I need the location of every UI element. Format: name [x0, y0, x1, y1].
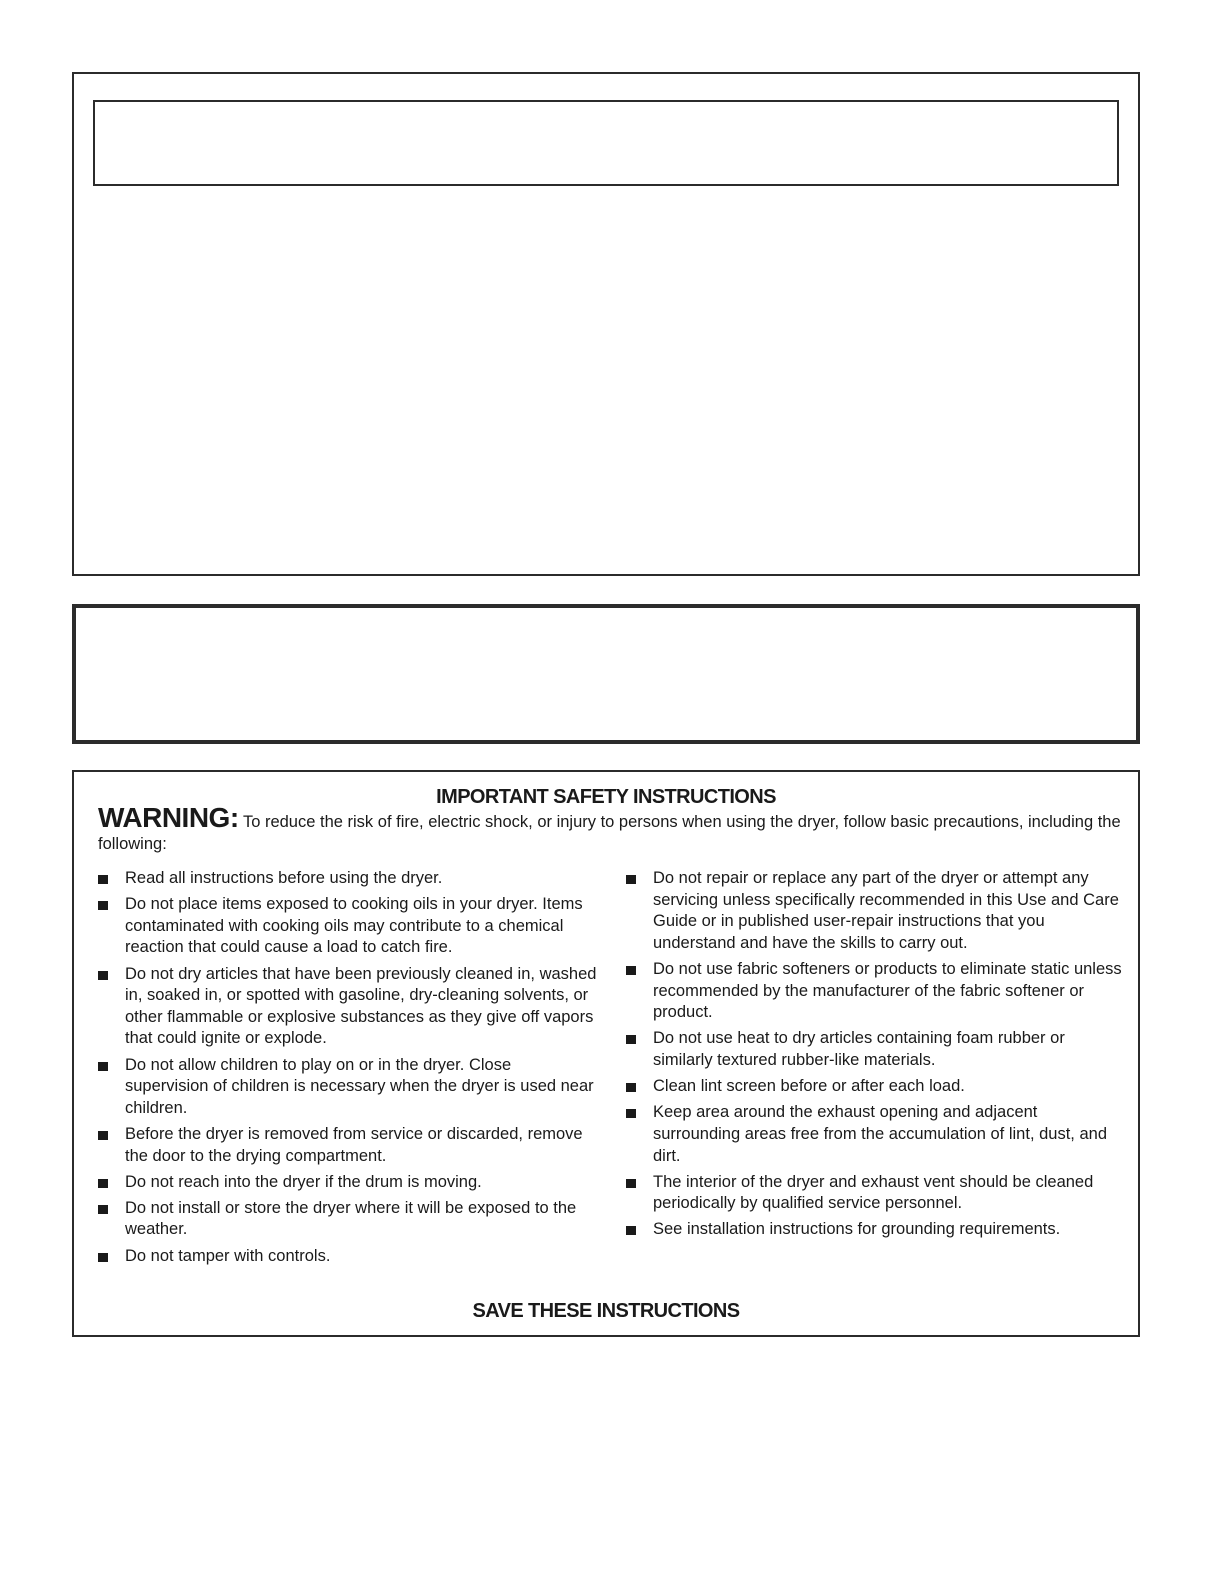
instruction-item: Do not repair or replace any part of the dryer or attempt any servicing unless specifically recommended in this Use and Care Guide or in published user-repair instructions that you understand and have the skills to carry out.: [626, 868, 1126, 954]
instruction-item: Keep area around the exhaust opening and adjacent surrounding areas free from the accumulation of lint, dust, and dirt.: [626, 1102, 1126, 1167]
warning-paragraph: [98, 802, 1128, 855]
safety-heading: IMPORTANT SAFETY INSTRUCTIONS: [436, 786, 776, 808]
instructions-right-column: [626, 868, 1126, 1246]
instruction-item: Clean lint screen before or after each load.: [626, 1076, 1126, 1098]
save-instructions-heading: SAVE THESE INSTRUCTIONS: [472, 1300, 740, 1322]
instructions-left-column: [98, 868, 598, 1272]
instruction-item: Do not install or store the dryer where it will be exposed to the weather.: [98, 1198, 598, 1241]
instruction-item: Do not allow children to play on or in the dryer. Close supervision of children is necessary when the dryer is used near children.: [98, 1055, 598, 1120]
instruction-item: Before the dryer is removed from service or discarded, remove the door to the drying compartment.: [98, 1124, 598, 1167]
middle-safety-panel: [72, 604, 1140, 744]
important-safety-instructions-panel: [72, 770, 1140, 1337]
instruction-item: See installation instructions for grounding requirements.: [626, 1219, 1126, 1241]
warning-word: WARNING:: [98, 802, 239, 833]
instruction-item: Do not use fabric softeners or products to eliminate static unless recommended by the manufacturer of the fabric softener or product.: [626, 959, 1126, 1024]
top-safety-header-box: [93, 100, 1119, 186]
instruction-item: Read all instructions before using the dryer.: [98, 868, 598, 890]
instruction-item: Do not tamper with controls.: [98, 1246, 598, 1268]
instruction-item: Do not place items exposed to cooking oils in your dryer. Items contaminated with cooking oils may contribute to a chemical reaction that could cause a load to catch fire.: [98, 894, 598, 959]
instruction-item: Do not reach into the dryer if the drum is moving.: [98, 1172, 598, 1194]
instruction-item: Do not use heat to dry articles containing foam rubber or similarly textured rubber-like materials.: [626, 1028, 1126, 1071]
instruction-item: Do not dry articles that have been previously cleaned in, washed in, soaked in, or spotted with gasoline, dry-cleaning solvents, or other flammable or explosive substances as they give off vapors that could ignite or explode.: [98, 964, 598, 1050]
warning-text: To reduce the risk of fire, electric shock, or injury to persons when using the dryer, follow basic precautions, including the following:: [98, 813, 1121, 853]
instruction-item: The interior of the dryer and exhaust vent should be cleaned periodically by qualified service personnel.: [626, 1172, 1126, 1215]
